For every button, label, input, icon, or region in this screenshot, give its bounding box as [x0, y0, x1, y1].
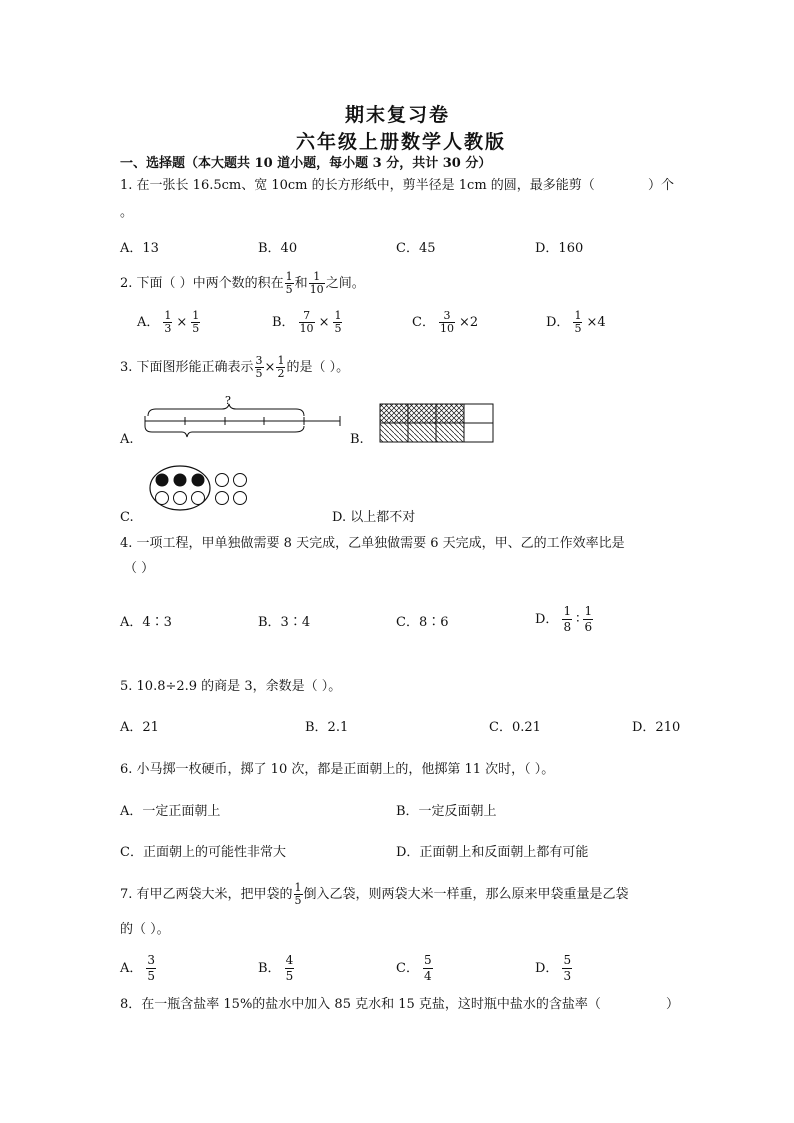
question-6-text: 6. 小马掷一枚硬币，掷了 10 次，都是正面朝上的，他掷第 11 次时，（ ）。 — [120, 762, 555, 777]
q7-option-b[interactable]: B． $\frac{4}{5}$ — [258, 953, 294, 983]
question-2-text: 2. 下面（ ）中两个数的积在 $\frac{1}{5}$ 和 $\frac{1}{10}$ 之间。 — [120, 270, 365, 296]
q1-option-b[interactable]: B．40 — [258, 241, 298, 256]
q1-option-a[interactable]: A．13 — [120, 241, 159, 256]
question-7-text-cont: 的（ ）。 — [120, 922, 170, 937]
question-1-text: 1. 在一张长 16.5cm、宽 10cm 的长方形纸中，剪半径是 1cm 的圆，最多能剪（ — [120, 178, 595, 193]
q5-option-b[interactable]: B．2.1 — [305, 720, 349, 735]
q5-option-a[interactable]: A．21 — [120, 720, 159, 735]
question-4-blank: （ ） — [124, 561, 155, 576]
q5-option-d[interactable]: D．210 — [632, 720, 681, 735]
question-1-text-cont: 。 — [120, 205, 134, 220]
question-4-text: 4. 一项工程，甲单独做需要 8 天完成，乙单独做需要 6 天完成，甲、乙的工作效率比是 — [120, 536, 625, 551]
q7-option-c[interactable]: C． $\frac{5}{4}$ — [396, 953, 432, 983]
q2-option-c[interactable]: C． $\frac{3}{10}$ ×2 — [412, 309, 479, 335]
q7-option-a[interactable]: A． $\frac{3}{5}$ — [120, 953, 156, 983]
q1-option-d[interactable]: D．160 — [535, 241, 584, 256]
q2-option-a[interactable]: A． $\frac{1}{3}$ × $\frac{1}{5}$ — [137, 309, 200, 335]
fraction: $\frac{1}{10}$ — [309, 270, 324, 296]
q7-option-d[interactable]: D． $\frac{5}{3}$ — [535, 953, 572, 983]
q4-option-d[interactable]: D． $\frac{1}{8}$ ∶ $\frac{1}{6}$ — [535, 604, 593, 634]
brace-question-mark: ? — [225, 394, 231, 407]
q5-option-c[interactable]: C．0.21 — [489, 720, 541, 735]
question-8-blank-close: ） — [666, 997, 680, 1012]
q4-option-b[interactable]: B．3∶4 — [258, 615, 311, 630]
q6-option-d[interactable]: D．正面朝上和反面朝上都有可能 — [396, 845, 589, 860]
q4-option-a[interactable]: A．4∶3 — [120, 615, 172, 630]
question-8-text: 8．在一瓶含盐率 15%的盐水中加入 85 克水和 15 克盐，这时瓶中盐水的含盐率（ — [120, 997, 601, 1012]
q3-option-d[interactable]: D. 以上都不对 — [332, 510, 416, 525]
page-title: 期末复习卷 — [345, 104, 451, 126]
page-subtitle: 六年级上册数学人教版 — [296, 131, 507, 153]
q6-option-b[interactable]: B．一定反面朝上 — [396, 804, 497, 819]
question-7-text: 7. 有甲乙两袋大米，把甲袋的 $\frac{1}{5}$ 倒入乙袋，则两袋大米一样重，那么原来甲袋重量是乙袋 — [120, 881, 629, 907]
question-1-blank-close: ）个 — [648, 178, 675, 193]
q3-grid-diagram — [379, 403, 495, 443]
question-3-text: 3. 下面图形能正确表示 $\frac{3}{5}$ × $\frac{1}{2}$ 的是（ ）。 — [120, 354, 350, 380]
q3-dots-diagram — [148, 464, 258, 512]
q2-option-d[interactable]: D． $\frac{1}{5}$ ×4 — [546, 309, 606, 335]
q3-option-b[interactable]: B. — [350, 432, 364, 447]
q1-option-c[interactable]: C．45 — [396, 241, 436, 256]
question-5-text: 5. 10.8÷2.9 的商是 3，余数是（ ）。 — [120, 679, 342, 694]
q2-option-b[interactable]: B． $\frac{7}{10}$ × $\frac{1}{5}$ — [272, 309, 342, 335]
q6-option-c[interactable]: C．正面朝上的可能性非常大 — [120, 845, 286, 860]
q6-option-a[interactable]: A．一定正面朝上 — [120, 804, 221, 819]
section-heading: 一、选择题（本大题共 10 道小题，每小题 3 分，共计 30 分） — [120, 156, 492, 171]
fraction: $\frac{1}{5}$ — [285, 270, 293, 296]
q3-segment-diagram — [140, 392, 345, 442]
q3-option-a[interactable]: A. — [120, 432, 134, 447]
q3-option-c[interactable]: C. — [120, 510, 134, 525]
q4-option-c[interactable]: C．8∶6 — [396, 615, 449, 630]
